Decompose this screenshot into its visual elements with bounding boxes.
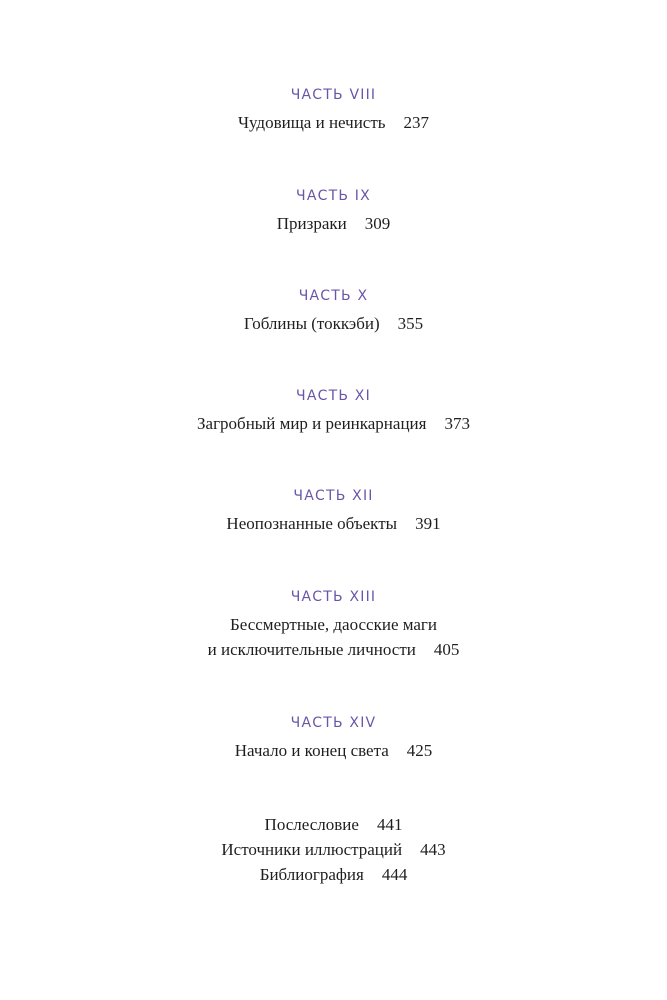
entry-title: Послесловие bbox=[264, 815, 359, 834]
part-xiv bbox=[0, 714, 667, 763]
toc-entry[interactable] bbox=[0, 511, 667, 536]
page-number: 444 bbox=[381, 865, 408, 884]
part-label: ЧАСТЬ IX bbox=[296, 188, 371, 204]
entry-title: Начало и конец света bbox=[234, 741, 389, 760]
entry-title: Библиография bbox=[259, 865, 364, 884]
part-x bbox=[0, 287, 667, 336]
toc-entry-bibliography[interactable] bbox=[0, 862, 667, 887]
toc-entry[interactable] bbox=[0, 211, 667, 236]
page-number: 441 bbox=[376, 815, 403, 834]
toc-entry-illustration-sources[interactable] bbox=[0, 837, 667, 862]
part-label: ЧАСТЬ XIII bbox=[290, 589, 377, 605]
page-number: 309 bbox=[364, 214, 391, 233]
toc-entry-afterword[interactable] bbox=[0, 812, 667, 837]
entry-title: Неопознанные объекты bbox=[226, 514, 398, 533]
part-xi bbox=[0, 387, 667, 436]
page-number: 405 bbox=[433, 640, 460, 659]
part-label: ЧАСТЬ X bbox=[298, 288, 369, 304]
toc-entry[interactable] bbox=[0, 738, 667, 763]
part-xiii bbox=[0, 588, 667, 662]
entry-title-line-2: и исключительные личности bbox=[207, 640, 416, 659]
toc-entry[interactable] bbox=[0, 311, 667, 336]
part-label: ЧАСТЬ XIV bbox=[290, 715, 377, 731]
entry-title: Призраки bbox=[276, 214, 347, 233]
page-number: 443 bbox=[420, 840, 446, 859]
toc-entry[interactable] bbox=[0, 411, 667, 436]
page-number: 391 bbox=[415, 514, 441, 533]
toc-entry[interactable] bbox=[0, 612, 667, 662]
page-number: 355 bbox=[397, 314, 424, 333]
entry-title: Источники иллюстраций bbox=[221, 840, 403, 859]
part-ix bbox=[0, 187, 667, 236]
entry-title: Загробный мир и реинкарнация bbox=[197, 414, 427, 433]
part-label: ЧАСТЬ XII bbox=[293, 488, 374, 504]
entry-title-line-2-wrap bbox=[0, 637, 667, 662]
part-label: ЧАСТЬ VIII bbox=[290, 87, 377, 103]
entry-title: Гоблины (токкэби) bbox=[243, 314, 380, 333]
toc-entry[interactable] bbox=[0, 110, 667, 135]
entry-title-line-1: Бессмертные, даосские маги bbox=[229, 615, 437, 634]
part-label: ЧАСТЬ XI bbox=[296, 388, 371, 404]
page-number: 373 bbox=[444, 414, 470, 433]
back-matter bbox=[0, 812, 667, 887]
page-number: 237 bbox=[403, 113, 430, 132]
entry-title: Чудовища и нечисть bbox=[237, 113, 386, 132]
part-xii bbox=[0, 487, 667, 536]
part-viii bbox=[0, 86, 667, 135]
page-number: 425 bbox=[406, 741, 433, 760]
